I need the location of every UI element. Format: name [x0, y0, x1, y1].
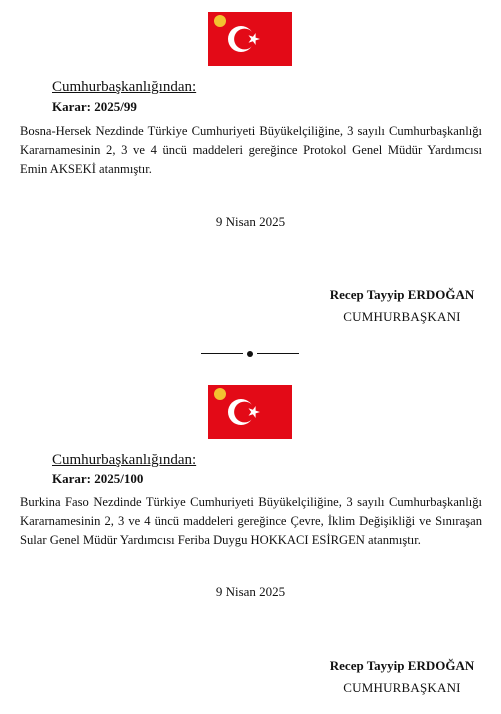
- signer-title: CUMHURBAŞKANI: [343, 680, 461, 695]
- decision-number: Karar: 2025/100: [52, 471, 144, 486]
- decree-date: 9 Nisan 2025: [215, 584, 286, 599]
- turkish-flag-icon: [208, 12, 292, 66]
- signer-title: CUMHURBAŞKANI: [343, 309, 461, 324]
- decree-date: 9 Nisan 2025: [215, 214, 286, 229]
- presidential-seal-icon: [214, 388, 226, 400]
- signer-name: Recep Tayyip ERDOĞAN: [329, 658, 475, 673]
- decree-body: Bosna-Hersek Nezdinde Türkiye Cumhuriyeti Büyükelçiliğine, 3 sayılı Cumhurbaşkanlığı Kararnamesinin 2, 3 ve 4 üncü maddeleri gereğince Protokol Genel Müdür Yardımcısı Emin AKSEKİ atanmıştır.: [20, 124, 482, 176]
- decision-number: Karar: 2025/99: [52, 99, 137, 114]
- decree-body: Burkina Faso Nezdinde Türkiye Cumhuriyeti Büyükelçiliğine, 3 sayılı Cumhurbaşkanlığı Kararnamesinin 2, 3 ve 4 üncü maddeleri gereğince Çevre, İklim Değişikliği ve Sınıraşan Sular Genel Müdür Yardımcısı Feriba Duygu HOKKACI ESİRGEN atanmıştır.: [20, 495, 482, 547]
- presidential-seal-icon: [214, 15, 226, 27]
- authority-heading: Cumhurbaşkanlığından:: [52, 452, 197, 468]
- turkish-flag-icon: [208, 385, 292, 439]
- authority-heading: Cumhurbaşkanlığından:: [52, 79, 197, 95]
- signer-name: Recep Tayyip ERDOĞAN: [329, 287, 475, 302]
- separator-line-right: [257, 353, 299, 354]
- separator-line-left: [201, 353, 243, 354]
- separator-dot: [247, 351, 253, 357]
- section-separator: [201, 351, 299, 357]
